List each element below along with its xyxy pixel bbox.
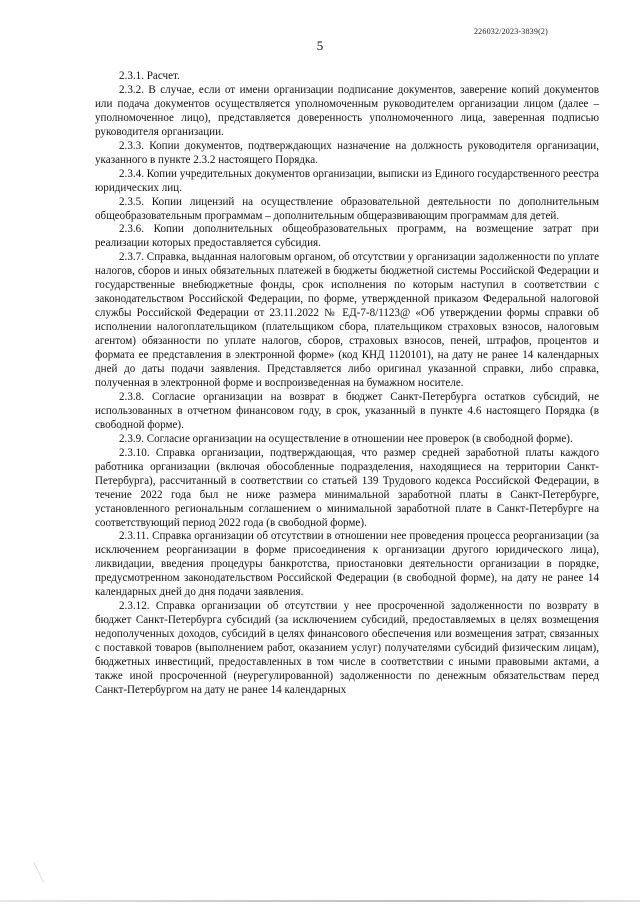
paragraph-2-3-9: 2.3.9. Согласие организации на осуществление в отношении нее проверок (в свободной форме). xyxy=(119,432,573,445)
paragraph-2-3-2: 2.3.2. В случае, если от имени организации подписание документов, заверение копий документов или подача документов осуществляется уполномоченным руководителем организации лицом (далее – уполномоченное лицо), представляется доверенность уполномоченного лица, заверенная подписью руководителя организации. xyxy=(95,83,599,138)
document-body xyxy=(95,70,599,698)
paragraph-2-3-6: 2.3.6. Копии дополнительных общеобразовательных программ, на возмещение затрат при реализации которых предоставляется субсидия. xyxy=(95,223,599,250)
paragraph-2-3-7: 2.3.7. Справка, выданная налоговым органом, об отсутствии у организации задолженности по уплате налогов, сборов и иных обязательных платежей в бюджеты бюджетной системы Российской Федерации и государственные внебюджетные фонды, срок исполнения по которым наступил в соответствии с законодательством Российской Федерации, по форме, утвержденной приказом Федеральной налоговой службы Российской Федерации от 23.11.2022 № ЕД-7-8/1123@ «Об утверждении формы справки об исполнении налогоплательщиком (плательщиком сбора, плательщиком страховых взносов, налоговым агентом) обязанности по уплате налогов, сборов, страховых взносов, пеней, штрафов, процентов и формата ее представления в электронной форме» (код КНД 1120101), на дату не ранее 14 календарных дней до даты подачи заявления. Представляется либо оригинал указанной справки, либо справка, полученная в электронной форме и воспроизведенная на бумажном носителе. xyxy=(95,251,599,389)
scan-bottom-edge xyxy=(0,900,640,902)
document-registration-number: 226032/2023-3839(2) xyxy=(473,27,548,36)
scan-artifact xyxy=(34,859,51,883)
paragraph-2-3-8: 2.3.8. Согласие организации на возврат в бюджет Санкт-Петербурга остатков субсидий, не использованных в отчетном финансовом году, в срок, указанный в пункте 4.6 настоящего Порядка (в свободной форме). xyxy=(95,390,599,431)
paragraph-2-3-10: 2.3.10. Справка организации, подтверждающая, что размер средней заработной платы каждого работника организации (включая обособленные подразделения, находящиеся на территории Санкт-Петербурга), рассчитанный в соответствии со статьей 139 Трудового кодекса Российской Федерации, в течение 2022 года был не ниже размера минимальной заработной платы в Санкт-Петербурге, установленного региональным соглашением о минимальной заработной плате в Санкт-Петербурге на соответствующий период 2022 года (в свободной форме). xyxy=(95,446,599,529)
paragraph-2-3-1: 2.3.1. Расчет. xyxy=(119,70,180,82)
paragraph-2-3-12: 2.3.12. Справка организации об отсутствии у нее просроченной задолженности по возврату в бюджет Санкт-Петербурга субсидий (за исключением субсидий, предоставляемых в целях возмещения недополученных доходов, субсидий в целях финансового обеспечения или возмещения затрат, связанных с поставкой товаров (выполнением работ, оказанием услуг) получателями субсидий физическим лицам), бюджетных инвестиций, предоставленных в том числе в соответствии с иными правовыми актами, а также иной просроченной (неурегулированной) задолженности по денежным обязательствам перед Санкт-Петербургом на дату не ранее 14 календарных xyxy=(95,600,599,696)
paragraph-2-3-3: 2.3.3. Копии документов, подтверждающих назначение на должность руководителя организации, указанного в пункте 2.3.2 настоящего Порядка. xyxy=(95,139,599,166)
paragraph-2-3-5: 2.3.5. Копии лицензий на осуществление образовательной деятельности по дополнительным общеобразовательным программам – дополнительным общеразвивающим программам для детей. xyxy=(95,195,599,222)
paragraph-2-3-11: 2.3.11. Справка организации об отсутствии в отношении нее проведения процесса реорганизации (за исключением реорганизации в форме присоединения к организации другого юридического лица), ликвидации, введения процедуры банкротства, приостановки деятельности организации в порядке, предусмотренном законодательством Российской Федерации (в свободной форме), на дату не ранее 14 календарных дней до дня подачи заявления. xyxy=(95,530,599,599)
page-number: 5 xyxy=(316,38,324,53)
paragraph-2-3-4: 2.3.4. Копии учредительных документов организации, выписки из Единого государственного реестра юридических лиц. xyxy=(95,167,599,194)
